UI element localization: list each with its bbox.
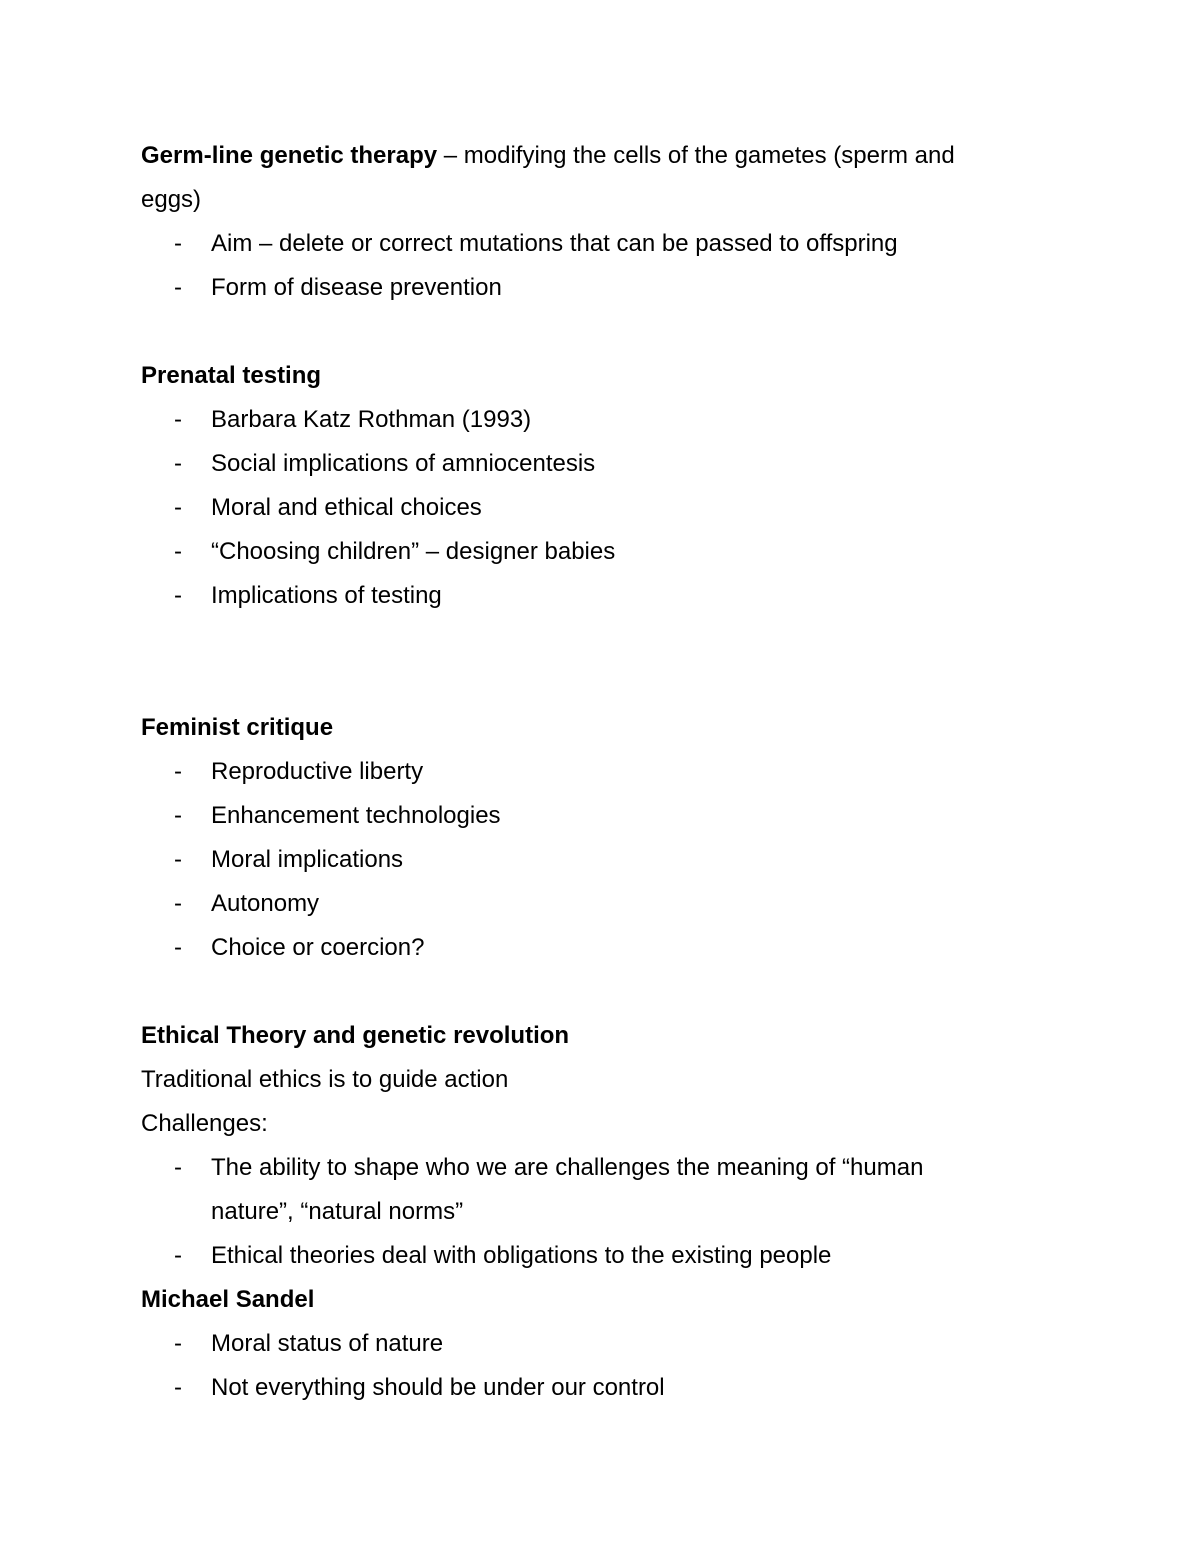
bullet-dash: - (174, 582, 182, 609)
bullet-dash: - (174, 538, 182, 565)
feminist-heading: Feminist critique (141, 714, 334, 741)
list-item: Moral implications (211, 846, 404, 873)
list-item: The ability to shape who we are challenges the meaning of “human (211, 1154, 924, 1181)
list-item: Barbara Katz Rothman (1993) (211, 406, 532, 433)
germline-heading-rest: – modifying the cells of the gametes (sperm and (437, 142, 955, 169)
list-item: Form of disease prevention (211, 274, 502, 301)
germline-heading-line (141, 141, 955, 171)
bullet-dash: - (174, 230, 182, 257)
bullet-dash: - (174, 1242, 182, 1269)
list-item-continuation: nature”, “natural norms” (211, 1198, 464, 1225)
list-item: Moral status of nature (211, 1330, 444, 1357)
list-item: “Choosing children” – designer babies (211, 538, 616, 565)
list-item: Not everything should be under our control (211, 1374, 665, 1401)
list-item: Choice or coercion? (211, 934, 425, 961)
germline-heading-continuation: eggs) (141, 186, 202, 213)
prenatal-heading: Prenatal testing (141, 362, 322, 389)
ethical-heading: Ethical Theory and genetic revolution (141, 1022, 570, 1049)
bullet-dash: - (174, 1154, 182, 1181)
ethical-line-2: Challenges: (141, 1110, 268, 1137)
list-item: Implications of testing (211, 582, 442, 609)
list-item: Moral and ethical choices (211, 494, 482, 521)
bullet-dash: - (174, 274, 182, 301)
list-item: Aim – delete or correct mutations that can be passed to offspring (211, 230, 898, 257)
list-item: Autonomy (211, 890, 320, 917)
bullet-dash: - (174, 846, 182, 873)
bullet-dash: - (174, 890, 182, 917)
sandel-heading: Michael Sandel (141, 1286, 315, 1313)
ethical-line-1: Traditional ethics is to guide action (141, 1066, 509, 1093)
bullet-dash: - (174, 1330, 182, 1357)
bullet-dash: - (174, 494, 182, 521)
bullet-dash: - (174, 758, 182, 785)
list-item: Reproductive liberty (211, 758, 424, 785)
bullet-dash: - (174, 934, 182, 961)
list-item: Ethical theories deal with obligations to the existing people (211, 1242, 832, 1269)
bullet-dash: - (174, 1374, 182, 1401)
germline-heading: Germ-line genetic therapy (141, 142, 438, 169)
bullet-dash: - (174, 450, 182, 477)
list-item: Social implications of amniocentesis (211, 450, 596, 477)
bullet-dash: - (174, 406, 182, 433)
bullet-dash: - (174, 802, 182, 829)
list-item: Enhancement technologies (211, 802, 501, 829)
